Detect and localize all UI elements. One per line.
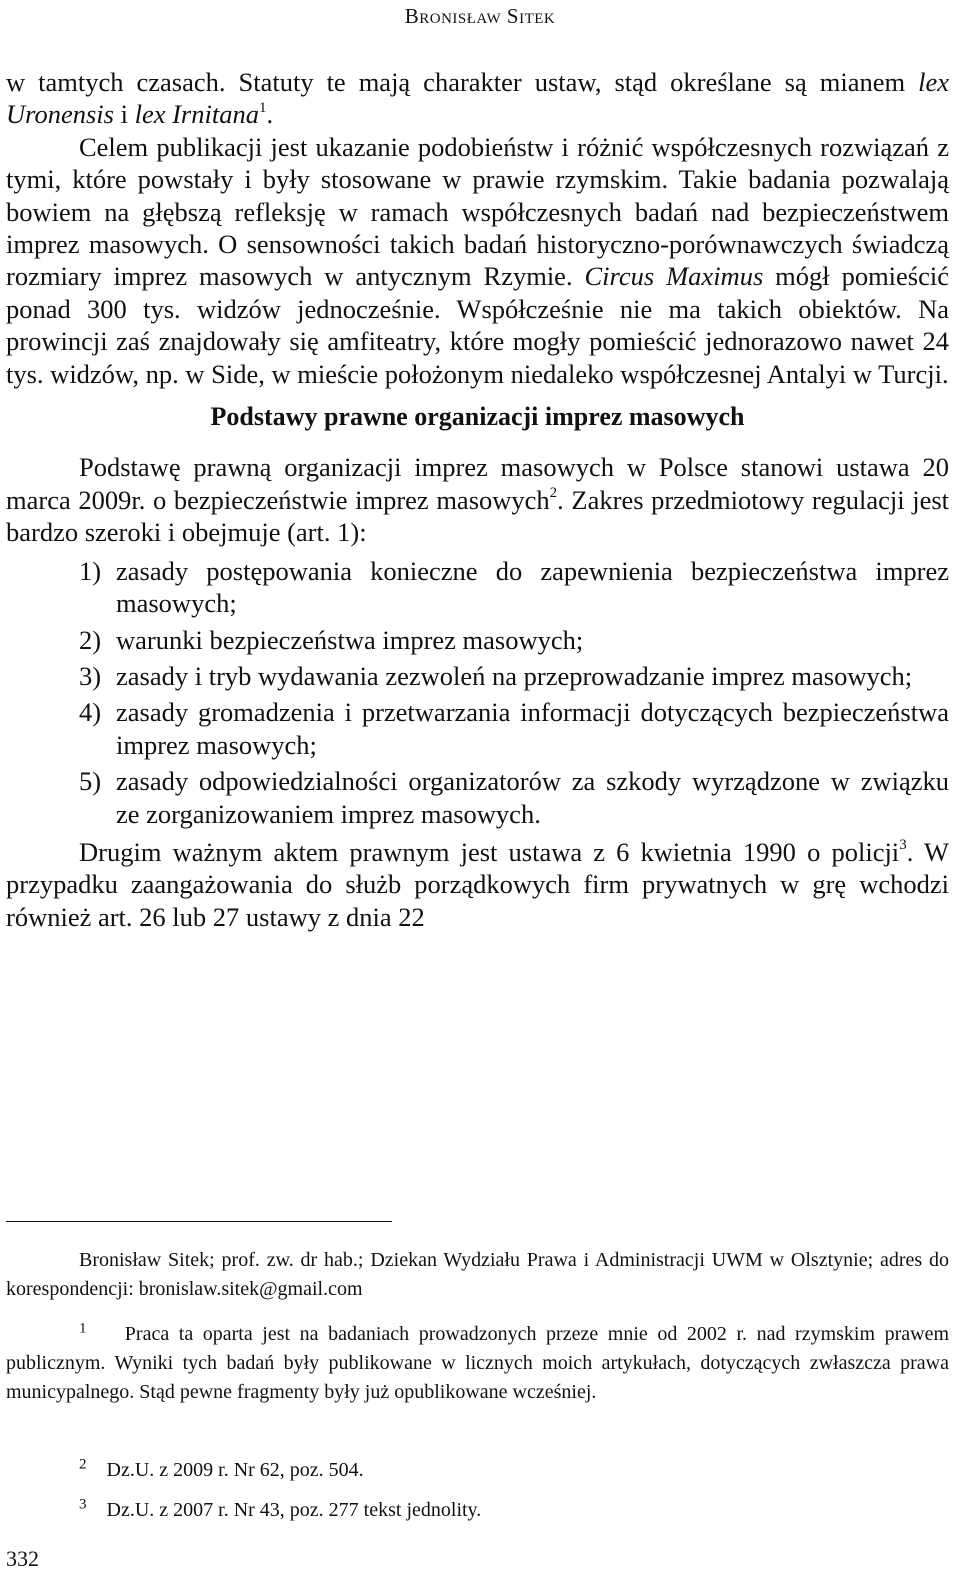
section-heading: Podstawy prawne organizacji imprez masowych xyxy=(210,402,745,432)
numbered-list xyxy=(6,555,949,830)
footnote-text: Praca ta oparta jest na badaniach prowadzonych przeze mnie od 2002 r. nad rzymskim prawem publicznym. Wyniki tych badań były publikowane w licznych moich artykułach, dotyczących zwłaszcza prawa municypalnego. Stąd pewne fragmenty były już opublikowane wcześniej. xyxy=(6,1323,950,1403)
list-item-number: 2) xyxy=(79,624,102,655)
footnote-separator xyxy=(6,1221,392,1222)
running-head: Bronisław Sitek xyxy=(404,4,556,28)
list-item-text: zasady odpowiedzialności organizatorów za szkody wyrządzone w związku ze zorganizowaniem imprez masowych. xyxy=(116,766,949,829)
paragraph-3 xyxy=(6,451,949,548)
footnote-ref-3[interactable]: 3 xyxy=(899,837,907,854)
paragraph-4 xyxy=(6,836,949,933)
list-item-text: zasady gromadzenia i przetwarzania informacji dotyczących bezpieczeństwa imprez masowych; xyxy=(116,697,949,760)
footnote-ref-1[interactable]: 1 xyxy=(258,99,267,116)
footnote-text: Dz.U. z 2009 r. Nr 62, poz. 504. xyxy=(106,1459,364,1481)
footnote-number: 3 xyxy=(79,1496,87,1513)
paragraph-1-conjunction: i xyxy=(113,99,135,130)
list-item-number: 1) xyxy=(79,555,102,586)
list-item-text: warunki bezpieczeństwa imprez masowych; xyxy=(116,624,584,655)
page-number: 332 xyxy=(6,1546,39,1571)
list-item xyxy=(6,765,949,830)
list-item xyxy=(6,660,949,692)
italic-term-circus-maximus: Circus Maximus xyxy=(584,261,764,292)
footnote-2 xyxy=(6,1456,949,1485)
footnote-number: 2 xyxy=(79,1456,87,1473)
footnote-text: Dz.U. z 2007 r. Nr 43, poz. 277 tekst jednolity. xyxy=(106,1499,482,1521)
list-item-number: 3) xyxy=(79,660,102,691)
italic-term-uronensis: lex Uronensis xyxy=(6,67,949,130)
paragraph-2-text-a: Celem publikacji jest ukazanie podobieństw i różnić współczesnych rozwiązań z tymi, które powstały i były stosowane w prawie rzymskim. Takie badania pozwalają bowiem na głębszą refleksję w ramach współczesnych badań nad bezpieczeństwem imprez masowych. O sensowności takich badań historyczno-porównawczych świadczą rozmiary imprez masowych w antycznym Rzymie. xyxy=(6,131,949,292)
footnote-ref-2[interactable]: 2 xyxy=(549,485,558,502)
paragraph-4-text-a: Drugim ważnym aktem prawnym jest ustawa z 6 kwietnia 1990 o policji xyxy=(79,836,900,867)
footnote-1 xyxy=(6,1320,949,1407)
paragraph-1-text: w tamtych czasach. Statuty te mają charakter ustaw, stąd określane są mianem xyxy=(6,67,919,97)
list-item-text: zasady postępowania konieczne do zapewnienia bezpieczeństwa imprez masowych; xyxy=(116,555,949,619)
footnote-3 xyxy=(6,1496,949,1525)
paragraph-1 xyxy=(6,66,949,131)
footnote-number: 1 xyxy=(79,1320,87,1337)
paragraph-2 xyxy=(6,131,949,390)
main-text xyxy=(6,66,949,933)
paragraph-1-end: . xyxy=(266,99,274,130)
italic-term-irnitana: lex Irnitana xyxy=(134,99,259,130)
list-item-text: zasady i tryb wydawania zezwoleń na przeprowadzanie imprez masowych; xyxy=(116,660,913,691)
list-item xyxy=(6,555,949,620)
author-note-text: Bronisław Sitek; prof. zw. dr hab.; Dziekan Wydziału Prawa i Administracji UWM w Olsztynie; adres do korespondencji: bronislaw.sitek@gmail.com xyxy=(6,1249,949,1300)
list-item xyxy=(6,696,949,761)
paragraph-3-text-b: . Zakres przedmiotowy regulacji jest bardzo szeroki i obejmuje (art. 1): xyxy=(6,484,950,548)
paragraph-4-text-b: . W przypadku zaangażowania do służb porządkowych firm prywatnych w grę wchodzi również art. 26 lub 27 ustawy z dnia 22 xyxy=(6,836,949,932)
author-note xyxy=(6,1246,949,1304)
list-item-number: 5) xyxy=(79,766,102,797)
paragraph-2-text-b: mógł pomieścić ponad 300 tys. widzów jednocześnie. Współcześnie nie ma takich obiektów. Na prowincji zaś znajdowały się amfiteatry, które mogły pomieścić jednorazowo nawet 24 tys. widzów, np. w Side, w mieście położonym niedaleko współczesnej Antalyi w Turcji. xyxy=(6,261,950,389)
paragraph-3-text-a: Podstawę prawną organizacji imprez masowych w Polsce stanowi ustawa 20 marca 2009r. o bezpieczeństwie imprez masowych xyxy=(6,452,949,515)
list-item xyxy=(6,624,949,656)
list-item-number: 4) xyxy=(79,697,102,728)
